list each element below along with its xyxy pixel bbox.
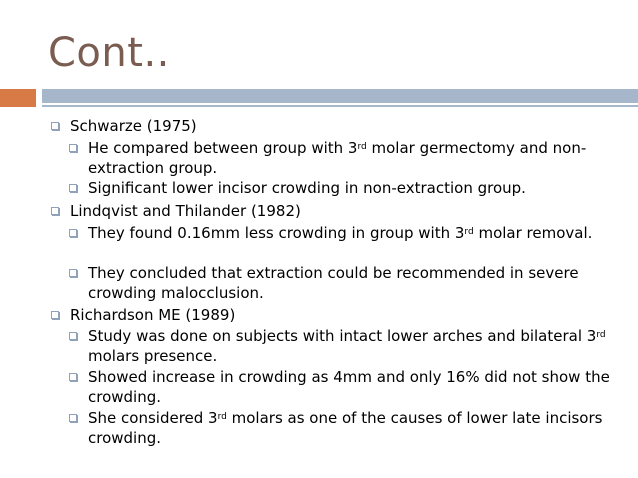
bullet-item-level1 xyxy=(70,116,610,136)
bullet-item-level2 xyxy=(88,263,618,303)
bullet-item-level2 xyxy=(88,178,618,198)
square-bullet-icon xyxy=(69,332,77,340)
bullet-text: Study was done on subjects with intact lower arches and bilateral 3rd molars presence. xyxy=(88,327,606,365)
bullet-text: She considered 3rd molars as one of the causes of lower late incisors crowding. xyxy=(88,409,603,447)
square-bullet-icon xyxy=(69,229,77,237)
square-bullet-icon xyxy=(69,269,77,277)
bullet-item-level2 xyxy=(88,367,618,407)
superscript: rd xyxy=(217,412,227,422)
bullet-text: Lindqvist and Thilander (1982) xyxy=(70,202,301,220)
bullet-text: He compared between group with 3rd molar germectomy and non-extraction group. xyxy=(88,139,587,177)
superscript: rd xyxy=(464,227,474,237)
square-bullet-icon xyxy=(69,184,77,192)
superscript: rd xyxy=(596,330,606,340)
square-bullet-icon xyxy=(69,373,77,381)
bullet-item-level2 xyxy=(88,326,618,366)
bullet-item-level1 xyxy=(70,305,610,325)
square-bullet-icon xyxy=(69,414,77,422)
bullet-item-level2 xyxy=(88,223,618,243)
square-bullet-icon xyxy=(69,144,77,152)
accent-line-blue xyxy=(42,105,638,107)
bullet-item-level1 xyxy=(70,201,610,221)
accent-bar-orange xyxy=(0,89,36,107)
bullet-text: Significant lower incisor crowding in non-extraction group. xyxy=(88,179,526,197)
bullet-text: Showed increase in crowding as 4mm and only 16% did not show the crowding. xyxy=(88,368,610,406)
bullet-item-level2 xyxy=(88,138,618,178)
bullet-text: Schwarze (1975) xyxy=(70,117,197,135)
bullet-text: Richardson ME (1989) xyxy=(70,306,236,324)
accent-bar-blue xyxy=(42,89,638,103)
superscript: rd xyxy=(357,142,367,152)
bullet-item-level2 xyxy=(88,408,618,448)
bullet-text: They concluded that extraction could be recommended in severe crowding malocclusion. xyxy=(88,264,579,302)
square-bullet-icon xyxy=(51,207,59,215)
square-bullet-icon xyxy=(51,122,59,130)
slide-title: Cont.. xyxy=(48,30,170,76)
bullet-text: They found 0.16mm less crowding in group with 3rd molar removal. xyxy=(88,224,593,242)
square-bullet-icon xyxy=(51,311,59,319)
